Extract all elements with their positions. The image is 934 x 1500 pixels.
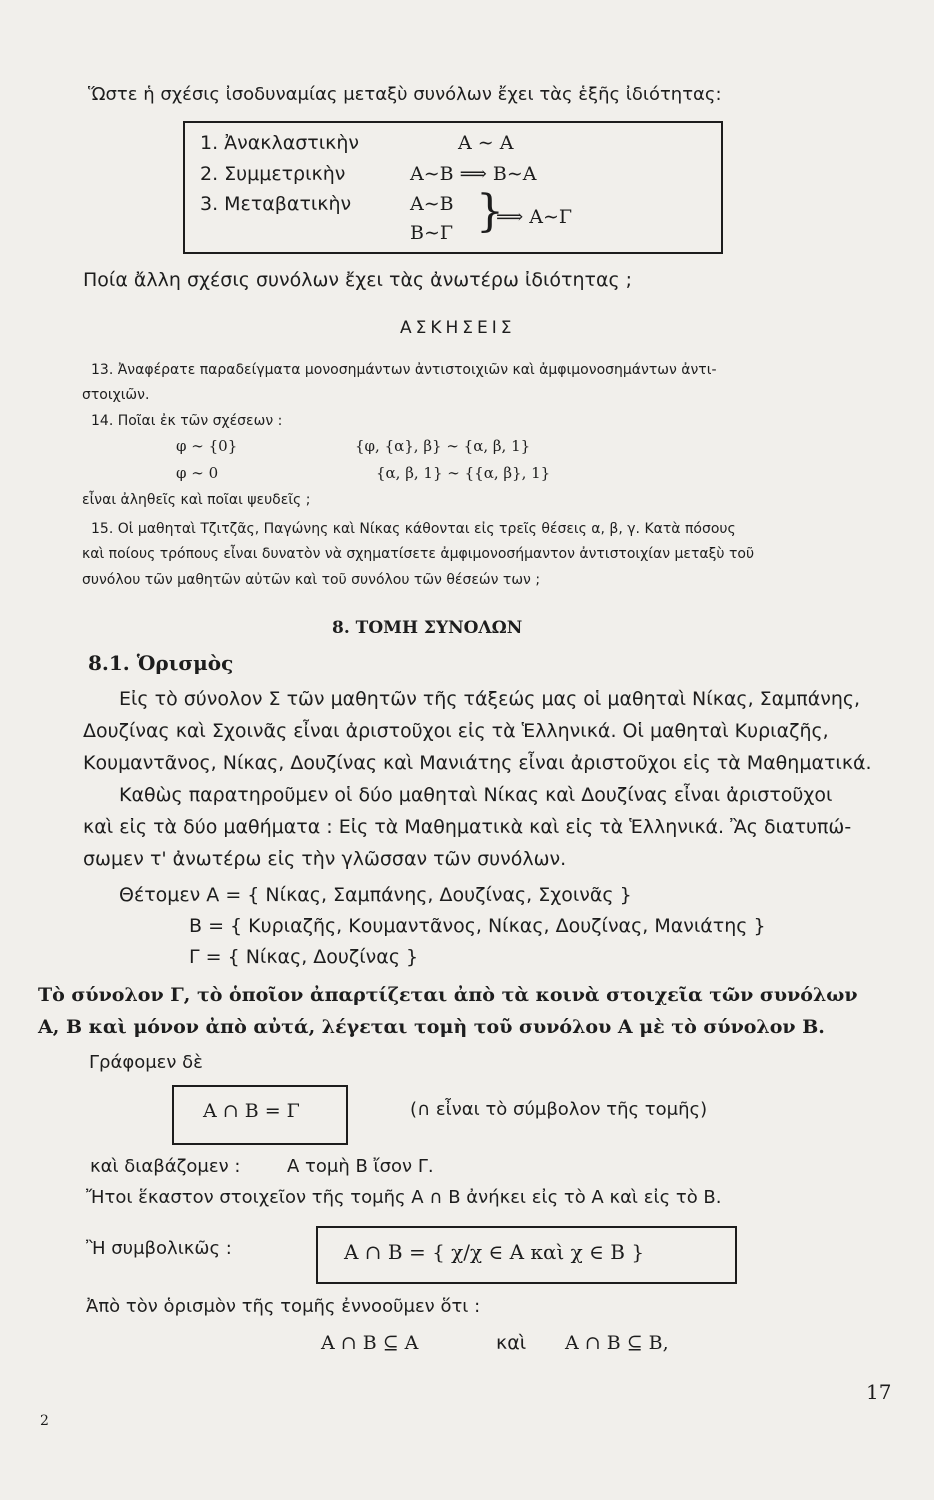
property-2-formula: Α∼Β ⟹ Β∼Α — [410, 163, 537, 185]
elements-line: Ἤτοι ἕκαστον στοιχεῖον τῆς τομῆς Α ∩ Β ἀνήκει εἰς τὸ Α καὶ εἰς τὸ Β. — [86, 1187, 722, 1208]
exercise-14-relation-1a: φ ∼ {0} — [176, 437, 238, 455]
para1-line-3: Κουμαντᾶνος, Νίκας, Δουζίνας καὶ Μανιάτης εἶναι ἀριστοῦχοι εἰς τὰ Μαθηματικά. — [83, 752, 872, 774]
property-3-premise-1: Α∼Β — [410, 193, 454, 215]
definition-line-2: Α, Β καὶ μόνον ἀπὸ αὐτά, λέγεται τομὴ τοῦ συνόλου Α μὲ τὸ σύνολον Β. — [38, 1016, 825, 1038]
exercise-14-tail: εἶναι ἀληθεῖς καὶ ποῖαι ψευδεῖς ; — [82, 492, 311, 508]
property-3-premise-2: Β∼Γ — [410, 222, 454, 244]
exercise-14-relation-1b: {φ, {α}, β} ∼ {α, β, 1} — [355, 437, 531, 455]
exercise-13-line-1: 13. Ἀναφέρατε παραδείγματα μονοσημάντων ἀντιστοιχιῶν καὶ ἀμφιμονοσημάντων ἀντι- — [91, 362, 717, 378]
subset-a: Α ∩ Β ⊆ Α — [321, 1332, 419, 1354]
and-word: καὶ — [496, 1332, 527, 1354]
section-title: 8. ΤΟΜΗ ΣΥΝΟΛΩΝ — [332, 618, 523, 638]
para2-line-2: καὶ εἰς τὰ δύο μαθήματα : Εἰς τὰ Μαθηματικὰ καὶ εἰς τὰ Ἑλληνικά. Ἂς διατυπώ- — [83, 816, 852, 838]
signature-mark: 2 — [40, 1413, 49, 1429]
para2-line-1: Καθὼς παρατηροῦμεν οἱ δύο μαθηταὶ Νίκας καὶ Δουζίνας εἶναι ἀριστοῦχοι — [119, 784, 833, 806]
property-1-label: 1. Ἀνακλαστικὴν — [200, 132, 360, 154]
property-3-conclusion: ⟹ Α∼Γ — [496, 206, 573, 228]
subset-b: Α ∩ Β ⊆ Β, — [565, 1332, 669, 1354]
exercise-15-line-3: συνόλου τῶν μαθητῶν αὐτῶν καὶ τοῦ συνόλου τῶν θέσεών των ; — [82, 572, 541, 588]
exercise-14-relation-2b: {α, β, 1} ∼ {{α, β}, 1} — [376, 464, 551, 482]
exercise-15-line-2: καὶ ποίους τρόπους εἶναι δυνατὸν νὰ σχηματίσετε ἀμφιμονοσήμαντον ἀντιστοιχίαν μεταξὺ τοῦ — [82, 546, 755, 562]
exercise-15-line-1: 15. Οἱ μαθηταὶ Τζιτζᾶς, Παγώνης καὶ Νίκας κάθονται εἰς τρεῖς θέσεις α, β, γ. Κατὰ πόσους — [91, 521, 736, 537]
intro-line: Ὥστε ἡ σχέσις ἰσοδυναμίας μεταξὺ συνόλων ἔχει τὰς ἑξῆς ἰδιότητας: — [88, 84, 722, 105]
question-line: Ποία ἄλλη σχέσις συνόλων ἔχει τὰς ἀνωτέρω ἰδιότητας ; — [83, 269, 633, 291]
intersection-formula: Α ∩ Β = Γ — [203, 1100, 300, 1122]
exercise-14-relation-2a: φ ∼ 0 — [176, 464, 219, 482]
exercise-14-heading: 14. Ποῖαι ἐκ τῶν σχέσεων : — [91, 413, 283, 429]
para1-line-1: Εἰς τὸ σύνολον Σ τῶν μαθητῶν τῆς τάξεώς μας οἱ μαθηταὶ Νίκας, Σαμπάνης, — [119, 688, 861, 710]
property-2-label: 2. Συμμετρικὴν — [200, 163, 346, 185]
exercise-13-line-2: στοιχιῶν. — [82, 387, 150, 403]
write-line: Γράφομεν δὲ — [89, 1052, 203, 1073]
symbolic-label: Ἢ συμβολικῶς : — [86, 1238, 232, 1259]
property-1-formula: Α ∼ Α — [458, 132, 514, 154]
set-g-definition: Γ = { Νίκας, Δουζίνας } — [189, 946, 419, 968]
property-3-label: 3. Μεταβατικὴν — [200, 193, 352, 215]
para2-line-3: σωμεν τ' ἀνωτέρω εἰς τὴν γλῶσσαν τῶν συνόλων. — [83, 848, 567, 870]
set-builder-formula: Α ∩ Β = { χ/χ ∈ Α καὶ χ ∈ Β } — [344, 1240, 645, 1264]
read-label: καὶ διαβάζομεν : — [90, 1156, 241, 1177]
page-number: 17 — [866, 1380, 892, 1404]
right-brace: } — [476, 186, 504, 237]
para1-line-2: Δουζίνας καὶ Σχοινᾶς εἶναι ἀριστοῦχοι εἰς τὰ Ἑλληνικά. Οἱ μαθηταὶ Κυριαζῆς, — [83, 720, 829, 742]
subsection-title: 8.1. Ὁρισμὸς — [88, 651, 234, 675]
set-a-definition: Θέτομεν Α = { Νίκας, Σαμπάνης, Δουζίνας, Σχοινᾶς } — [119, 884, 632, 906]
set-b-definition: Β = { Κυριαζῆς, Κουμαντᾶνος, Νίκας, Δουζίνας, Μανιάτης } — [189, 915, 766, 937]
intersection-symbol-note: (∩ εἶναι τὸ σύμβολον τῆς τομῆς) — [410, 1099, 708, 1120]
read-value: Α τομὴ Β ἴσον Γ. — [287, 1156, 434, 1177]
definition-line-1: Τὸ σύνολον Γ, τὸ ὁποῖον ἀπαρτίζεται ἀπὸ τὰ κοινὰ στοιχεῖα τῶν συνόλων — [38, 984, 858, 1006]
exercises-heading: ΑΣΚΗΣΕΙΣ — [400, 318, 516, 338]
from-definition-line: Ἀπὸ τὸν ὁρισμὸν τῆς τομῆς ἐννοοῦμεν ὅτι : — [86, 1296, 481, 1317]
